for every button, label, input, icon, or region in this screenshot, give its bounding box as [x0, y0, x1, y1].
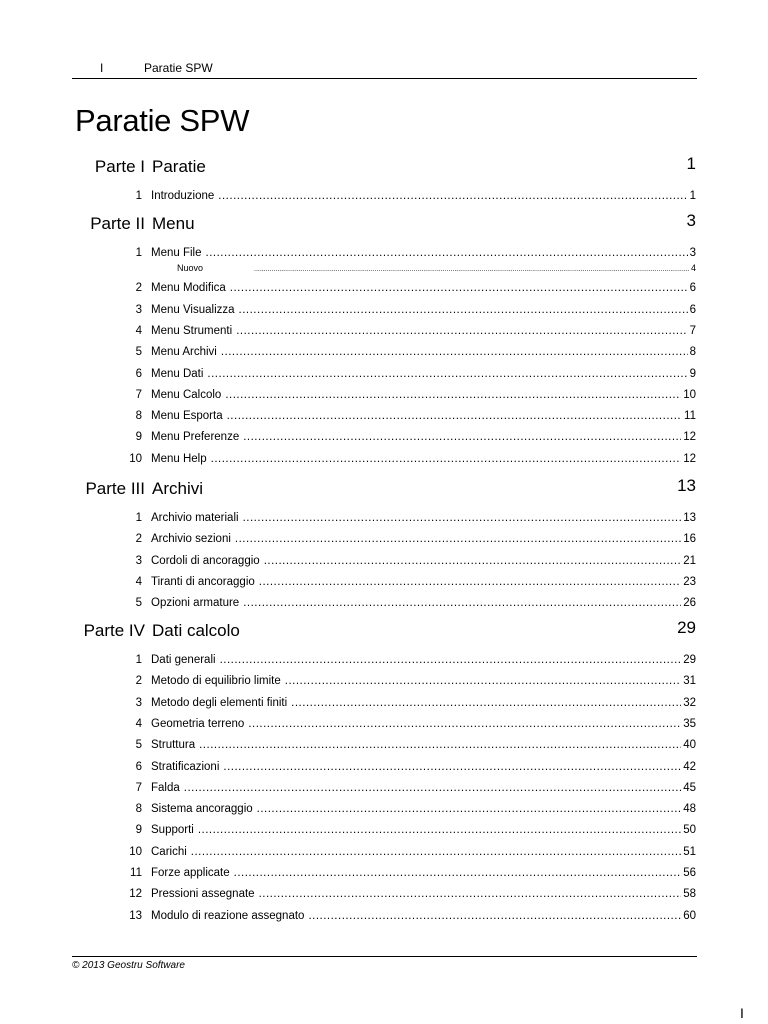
toc-entry-title: Carichi	[151, 845, 187, 858]
toc-entry-number: 4	[135, 575, 142, 588]
toc-leader-dots	[259, 887, 682, 902]
toc-entry-number: 6	[135, 760, 142, 773]
toc-entry[interactable]	[0, 345, 768, 361]
toc-part-label: Parte I	[94, 157, 145, 176]
toc-entry-page: 13	[683, 512, 696, 524]
toc-entry-number: 5	[135, 739, 142, 752]
toc-part-title: Dati calcolo	[152, 621, 240, 640]
toc-leader-dots	[254, 264, 689, 275]
page-number: I	[740, 1005, 744, 1021]
toc-entry-number: 13	[129, 909, 142, 922]
toc-leader-dots	[198, 823, 681, 838]
toc-entry-page: 9	[689, 367, 696, 380]
toc-entry-title: Forze applicate	[151, 867, 230, 879]
toc-entry[interactable]	[0, 866, 768, 882]
toc-entry[interactable]	[0, 887, 768, 903]
toc-entry[interactable]	[0, 189, 768, 205]
toc-entry-page: 56	[683, 867, 696, 879]
toc-entry-number: 10	[129, 452, 142, 465]
toc-leader-dots	[235, 532, 681, 547]
toc-leader-dots	[259, 575, 681, 590]
toc-entry-number: 9	[135, 431, 142, 444]
toc-entry-title: Tiranti di ancoraggio	[151, 575, 255, 588]
toc-entry[interactable]	[0, 575, 768, 591]
toc-entry-page: 8	[689, 346, 696, 359]
toc-entry-number: 8	[135, 410, 142, 423]
document-title: Paratie SPW	[75, 103, 250, 138]
toc-entry-page: 1	[689, 190, 696, 202]
toc-leader-dots	[184, 781, 681, 796]
toc-part-page: 13	[677, 476, 696, 495]
toc-part-title: Archivi	[152, 479, 204, 498]
toc-entry-page: 23	[683, 575, 696, 588]
toc-entry-number: 7	[135, 388, 142, 401]
toc-entry-number: 3	[135, 303, 142, 316]
toc-leader-dots	[248, 717, 681, 732]
toc-leader-dots	[211, 452, 682, 467]
toc-entry[interactable]	[0, 909, 768, 925]
toc-entry-title: Menu Archivi	[151, 346, 217, 359]
toc-entry-page: 58	[683, 888, 696, 901]
toc-entry-title: Pressioni assegnate	[151, 888, 255, 901]
toc-subentry-title: Nuovo	[177, 263, 204, 274]
toc-entry[interactable]	[0, 532, 768, 548]
toc-entry-page: 40	[683, 739, 696, 752]
toc-part[interactable]	[0, 476, 768, 505]
toc-leader-dots	[220, 653, 682, 668]
toc-entry-title: Introduzione	[151, 190, 215, 202]
toc-entry[interactable]	[0, 409, 768, 425]
running-header	[72, 60, 697, 79]
toc-entry-page: 60	[683, 909, 696, 922]
toc-leader-dots	[236, 324, 687, 339]
toc-entry[interactable]	[0, 781, 768, 797]
toc-leader-dots	[199, 738, 681, 753]
toc-part[interactable]	[0, 618, 768, 647]
footer	[72, 956, 697, 971]
toc-leader-dots	[234, 866, 682, 881]
toc-entry-page: 10	[683, 388, 696, 401]
toc-entry-page: 29	[683, 654, 696, 666]
toc-entry-number: 1	[135, 654, 142, 666]
toc-entry[interactable]	[0, 388, 768, 404]
toc-part-page: 29	[677, 618, 696, 637]
toc-part-label: Parte III	[85, 479, 145, 498]
toc-entry-number: 11	[130, 867, 142, 879]
toc-entry-number: 6	[135, 367, 142, 380]
toc-entry-title: Cordoli di ancoraggio	[151, 554, 260, 567]
toc-leader-dots	[243, 596, 681, 611]
toc-entry-title: Menu Modifica	[151, 282, 226, 295]
toc-leader-dots	[218, 189, 687, 204]
toc-subentry-page: 4	[690, 263, 696, 274]
toc-entry[interactable]	[0, 738, 768, 754]
toc-entry-title: Falda	[151, 781, 180, 794]
toc-leader-dots	[227, 409, 682, 424]
toc-leader-dots	[291, 696, 681, 711]
toc-entry-page: 11	[684, 410, 696, 423]
toc-part-page: 1	[686, 154, 696, 173]
toc-entry-title: Metodo di equilibrio limite	[151, 675, 281, 688]
toc-leader-dots	[239, 303, 688, 318]
toc-entry-number: 7	[135, 781, 142, 794]
toc-entry[interactable]	[0, 303, 768, 319]
toc-entry-number: 2	[135, 675, 142, 688]
toc-leader-dots	[207, 367, 687, 382]
toc-leader-dots	[243, 511, 682, 526]
toc-entry-number: 4	[135, 324, 142, 337]
footer-copyright: © 2013 Geostru Software	[72, 960, 185, 971]
toc-entry[interactable]	[0, 511, 768, 527]
toc-entry-number: 3	[135, 696, 142, 709]
toc-subentry[interactable]	[0, 263, 768, 275]
toc-entry-page: 6	[689, 282, 696, 295]
toc-entry-title: Menu Preferenze	[151, 431, 240, 444]
toc-entry-number: 12	[129, 888, 142, 901]
toc-entry-page: 48	[683, 803, 696, 816]
toc-entry-title: Modulo di reazione assegnato	[151, 909, 305, 922]
toc-entry-page: 7	[689, 324, 696, 337]
toc-entry-page: 42	[683, 760, 696, 773]
toc-part-label: Parte II	[90, 214, 145, 233]
toc-part[interactable]	[0, 211, 768, 240]
toc-entry-title: Menu Visualizza	[151, 303, 235, 316]
toc-entry[interactable]	[0, 802, 768, 818]
toc-entry-number: 1	[135, 512, 142, 524]
toc-entry-number: 3	[135, 554, 142, 567]
toc-entry-title: Opzioni armature	[151, 597, 240, 610]
header-title: Paratie SPW	[144, 61, 213, 75]
toc-entry-title: Menu File	[151, 247, 202, 259]
toc-entry[interactable]	[0, 554, 768, 570]
toc-entry-number: 10	[129, 845, 142, 858]
toc-entry-page: 21	[683, 554, 696, 567]
toc-entry-title: Supporti	[151, 824, 194, 837]
toc-entry-title: Menu Strumenti	[151, 324, 233, 337]
toc-entry-page: 16	[683, 533, 696, 546]
toc-entry-page: 12	[683, 431, 696, 444]
toc-leader-dots	[191, 845, 681, 860]
toc-entry[interactable]	[0, 653, 768, 669]
toc-entry-title: Metodo degli elementi finiti	[151, 696, 288, 709]
toc-entry[interactable]	[0, 845, 768, 861]
toc-part-title: Paratie	[152, 157, 206, 176]
toc-entry-title: Struttura	[151, 739, 196, 752]
toc-entry[interactable]	[0, 324, 768, 340]
toc-entry-page: 3	[689, 247, 696, 259]
toc-entry[interactable]	[0, 596, 768, 612]
toc-entry-number: 2	[135, 282, 142, 295]
toc-leader-dots	[225, 388, 681, 403]
toc-entry-number: 4	[135, 717, 142, 730]
toc-leader-dots	[308, 909, 681, 924]
toc-entry[interactable]	[0, 430, 768, 446]
toc-entry-page: 45	[683, 781, 696, 794]
toc-entry-title: Sistema ancoraggio	[151, 803, 253, 816]
toc-entry-number: 1	[135, 247, 142, 259]
toc-leader-dots	[243, 430, 681, 445]
toc-part-page: 3	[686, 211, 696, 230]
toc-leader-dots	[206, 246, 688, 261]
toc-entry-title: Archivio sezioni	[151, 533, 231, 546]
toc-leader-dots	[230, 281, 688, 296]
toc-entry-title: Menu Dati	[151, 367, 204, 380]
toc-leader-dots	[264, 554, 682, 569]
toc-part[interactable]	[0, 154, 768, 183]
toc-entry-page: 50	[683, 824, 696, 837]
toc-entry-page: 51	[683, 845, 696, 858]
header-page-number: I	[100, 61, 104, 75]
toc-entry-page: 32	[683, 696, 696, 709]
toc-entry[interactable]	[0, 823, 768, 839]
toc-entry[interactable]	[0, 717, 768, 733]
toc-leader-dots	[221, 345, 688, 360]
toc-entry-number: 5	[135, 597, 142, 610]
toc-part-title: Menu	[152, 214, 195, 233]
toc-entry-title: Geometria terreno	[151, 717, 245, 730]
toc-entry-title: Menu Esporta	[151, 410, 223, 423]
toc-entry-title: Dati generali	[151, 654, 216, 666]
toc-entry-number: 9	[135, 824, 142, 837]
toc-entry-number: 5	[135, 346, 142, 359]
toc-leader-dots	[257, 802, 682, 817]
toc-entry[interactable]	[0, 246, 768, 262]
toc-leader-dots	[223, 760, 681, 775]
toc-entry-number: 8	[135, 803, 142, 816]
toc-entry[interactable]	[0, 367, 768, 383]
toc-entry-title: Stratificazioni	[151, 760, 220, 773]
toc-entry-page: 31	[683, 675, 696, 688]
toc-entry-title: Archivio materiali	[151, 512, 239, 524]
toc-entry-title: Menu Help	[151, 452, 207, 465]
toc-entry[interactable]	[0, 674, 768, 690]
toc-entry[interactable]	[0, 696, 768, 712]
toc-entry-page: 26	[683, 597, 696, 610]
toc-entry-number: 2	[135, 533, 142, 546]
toc-entry-page: 6	[689, 303, 696, 316]
toc-entry-title: Menu Calcolo	[151, 388, 222, 401]
toc-entry[interactable]	[0, 281, 768, 297]
toc-entry-page: 35	[683, 717, 696, 730]
toc-entry-number: 1	[135, 190, 142, 202]
toc-entry[interactable]	[0, 452, 768, 468]
toc-leader-dots	[285, 674, 681, 689]
toc-entry-page: 12	[683, 452, 696, 465]
toc-part-label: Parte IV	[83, 621, 145, 640]
toc-entry[interactable]	[0, 760, 768, 776]
